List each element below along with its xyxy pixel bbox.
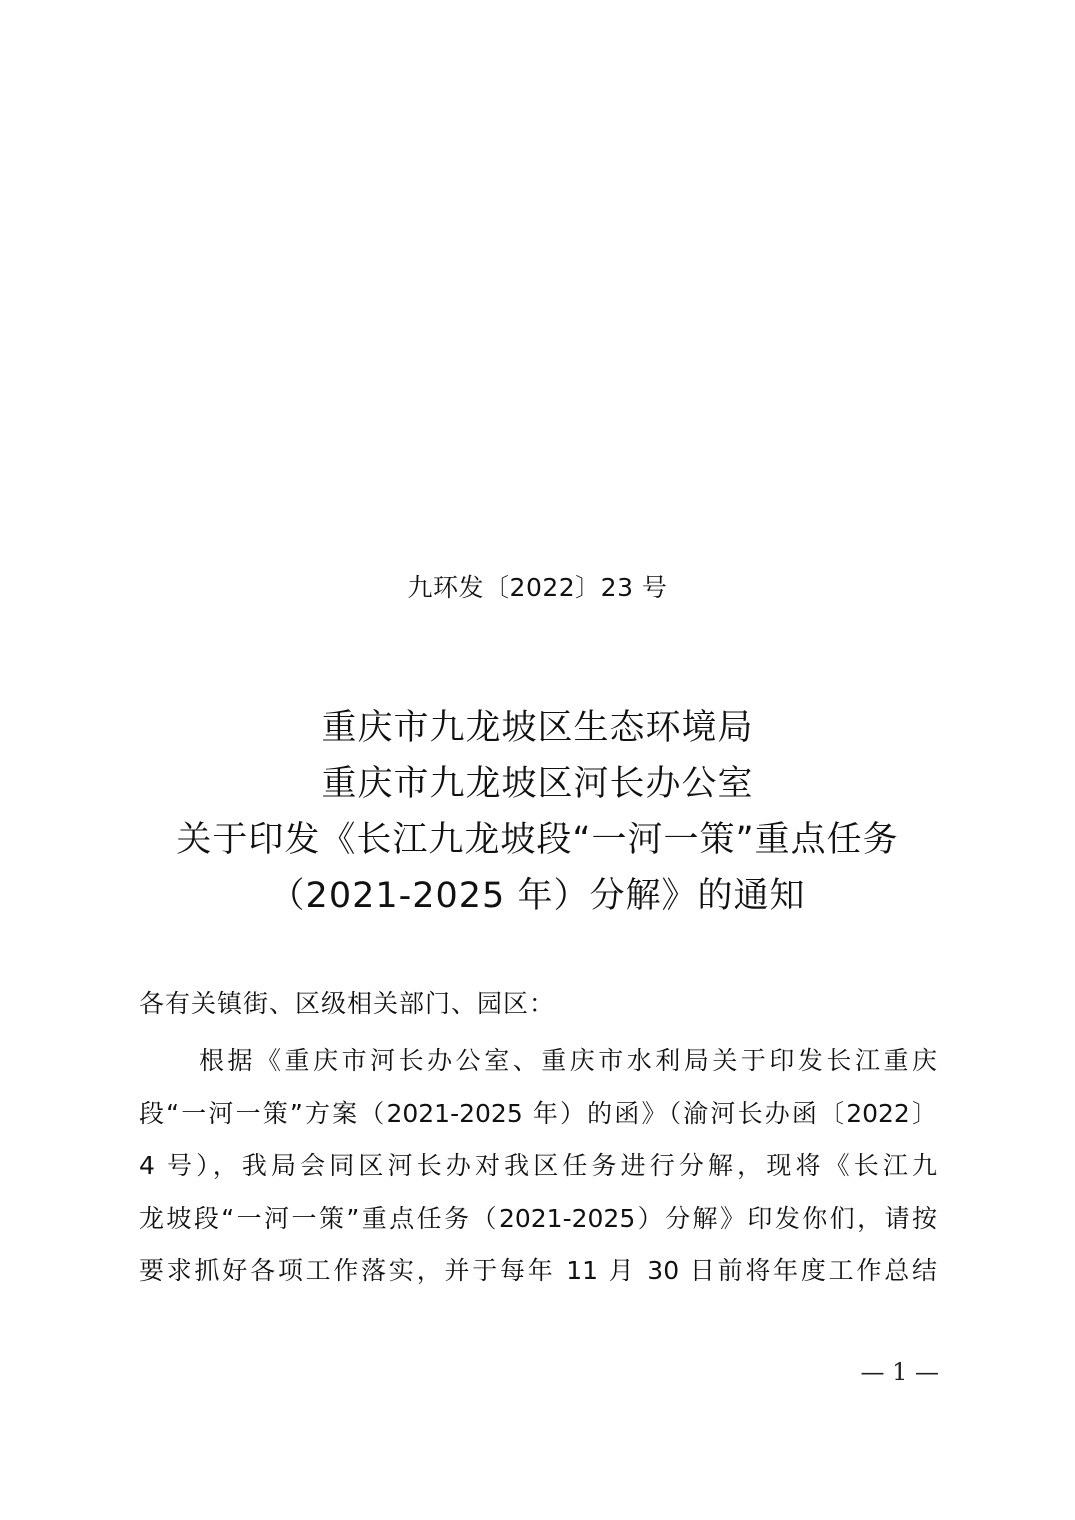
body-line: 要求抓好各项工作落实，并于每年 11 月 30 日前将年度工作总结 xyxy=(139,1256,937,1285)
document-number: 九环发〔2022〕23 号 xyxy=(407,573,668,602)
title-line-subject-2: （2021-2025 年）分解》的通知 xyxy=(269,876,806,916)
page-number: — 1 — xyxy=(860,1358,939,1386)
salutation: 各有关镇街、区级相关部门、园区： xyxy=(139,989,556,1018)
body-line: 根据《重庆市河长办公室、重庆市水利局关于印发长江重庆 xyxy=(199,1046,937,1075)
title-line-issuer-1: 重庆市九龙坡区生态环境局 xyxy=(321,708,754,748)
title-line-issuer-2: 重庆市九龙坡区河长办公室 xyxy=(321,764,754,804)
body-line: 4 号），我局会同区河长办对我区任务进行分解，现将《长江九 xyxy=(139,1151,937,1180)
body-line: 龙坡段“一河一策”重点任务（2021-2025）分解》印发你们，请按 xyxy=(139,1203,937,1233)
title-line-subject-1: 关于印发《长江九龙坡段“一河一策”重点任务 xyxy=(176,820,899,860)
body-paragraph xyxy=(139,1035,939,1298)
document-title xyxy=(100,700,975,924)
body-line: 段“一河一策”方案（2021-2025 年）的函》（渝河长办函〔2022〕 xyxy=(139,1098,937,1128)
